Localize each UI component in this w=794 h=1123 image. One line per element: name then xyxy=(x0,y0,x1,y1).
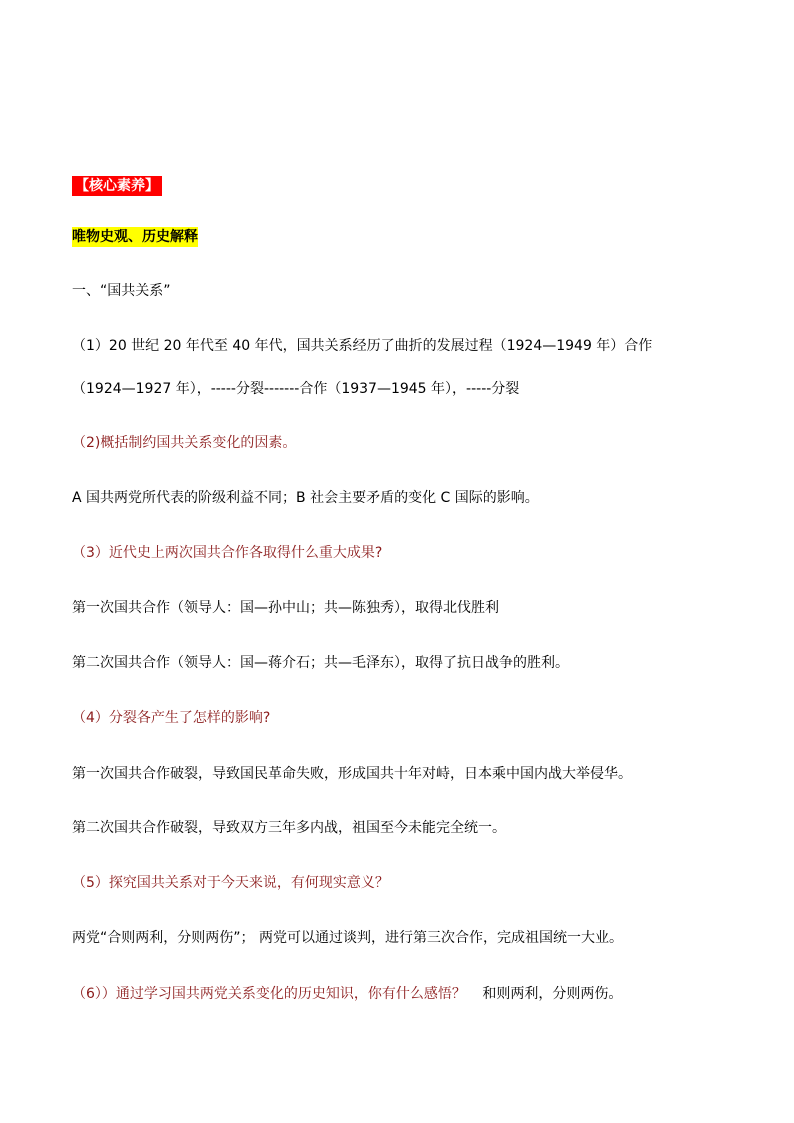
section-heading: 一、“国共关系” xyxy=(72,283,171,299)
question-6: （6））通过学习国共两党关系变化的历史知识，你有什么感悟？ xyxy=(72,986,466,1002)
subtitle: 唯物史观、历史解释 xyxy=(72,229,198,245)
question-6-line xyxy=(72,984,622,1004)
answer-3-line-2: 第二次国共合作（领导人：国—蒋介石；共—毛泽东），取得了抗日战争的胜利。 xyxy=(72,655,569,671)
paragraph-1-line-2: （1924—1927 年），-----分裂-------合作（1937—1945 年），-----分裂 xyxy=(72,381,520,397)
question-3: （3）近代史上两次国共合作各取得什么重大成果? xyxy=(72,545,383,561)
question-4: （4）分裂各产生了怎样的影响? xyxy=(72,710,271,726)
subtitle-line xyxy=(72,227,198,247)
answer-5: 两党“合则两利，分则两伤”； 两党可以通过谈判，进行第三次合作，完成祖国统一大业。 xyxy=(72,930,623,946)
question-2: （2)概括制约国共关系变化的因素。 xyxy=(72,435,297,451)
section-tag-line xyxy=(72,176,162,196)
answer-4-line-2: 第二次国共合作破裂，导致双方三年多内战，祖国至今未能完全统一。 xyxy=(72,820,506,836)
answer-4-line-1: 第一次国共合作破裂，导致国民革命失败，形成国共十年对峙，日本乘中国内战大举侵华。 xyxy=(72,766,632,782)
answer-3-line-1: 第一次国共合作（领导人：国—孙中山；共—陈独秀），取得北伐胜利 xyxy=(72,600,499,616)
paragraph-1-line-1: （1）20 世纪 20 年代至 40 年代，国共关系经历了曲折的发展过程（1924—1949 年）合作 xyxy=(72,338,653,354)
answer-6: 和则两利，分则两伤。 xyxy=(482,986,623,1002)
answer-2: A 国共两党所代表的阶级利益不同；B 社会主要矛盾的变化 C 国际的影响。 xyxy=(72,490,539,506)
section-tag: 【核心素养】 xyxy=(72,176,162,196)
question-5: （5）探究国共关系对于今天来说，有何现实意义？ xyxy=(72,875,389,891)
